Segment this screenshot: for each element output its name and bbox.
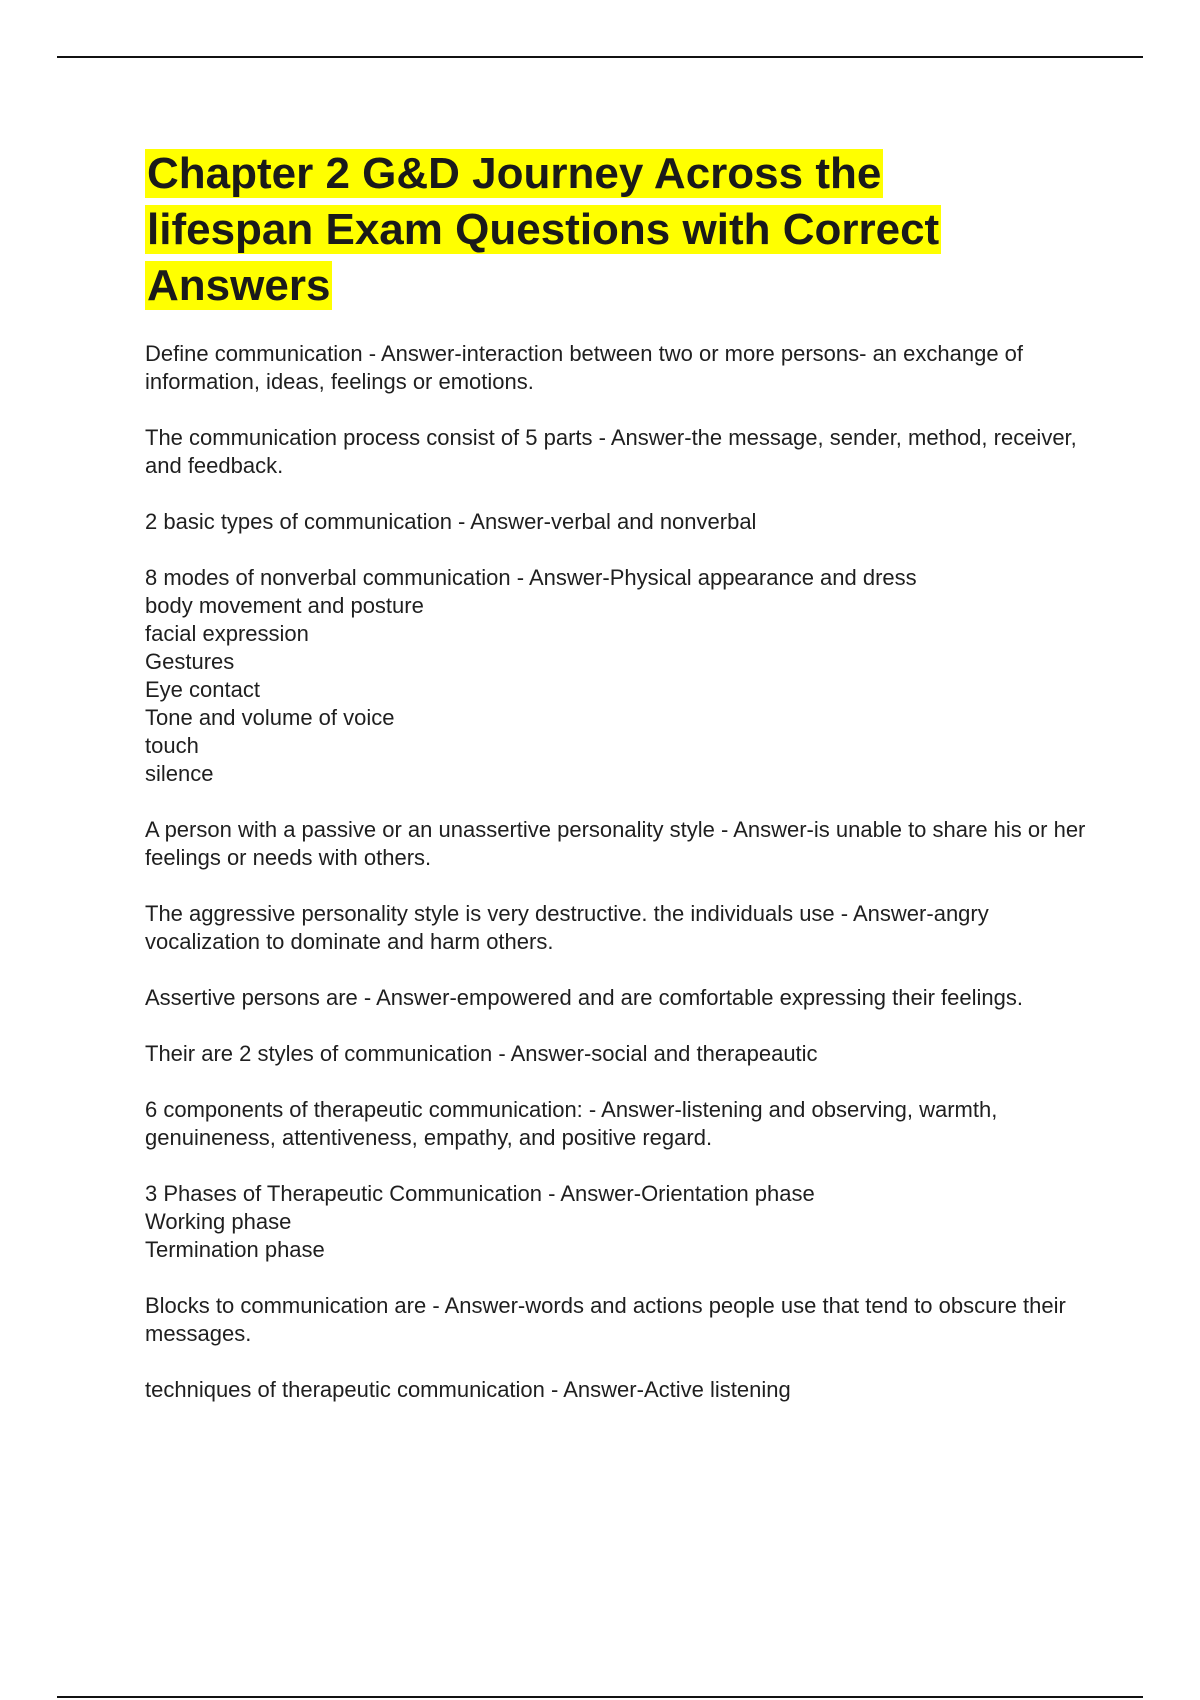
qa-separator: - Answer- <box>510 565 610 590</box>
qa-question: 6 components of therapeutic communication: <box>145 1097 583 1122</box>
qa-answer: Orientation phase <box>641 1181 815 1206</box>
qa-answer-line: Tone and volume of voice <box>145 705 395 730</box>
qa-answer: verbal and nonverbal <box>550 509 757 534</box>
document-body <box>145 146 1095 1432</box>
qa-question-line <box>145 984 1095 1012</box>
qa-question-line <box>145 564 1095 592</box>
qa-answer: words and actions people use that tend to obscure their messages. <box>145 1293 1066 1346</box>
qa-item <box>145 508 1095 536</box>
qa-answer: is unable to share his or her feelings or needs with others. <box>145 817 1086 870</box>
qa-question-line <box>145 1040 1095 1068</box>
qa-separator: - Answer- <box>492 1041 592 1066</box>
qa-item <box>145 1376 1095 1404</box>
qa-answer: social and therapeautic <box>591 1041 818 1066</box>
qa-separator: - Answer- <box>834 901 934 926</box>
qa-answer: the message, sender, method, receiver, and feedback. <box>145 425 1077 478</box>
document-title <box>145 146 1045 314</box>
qa-question: The communication process consist of 5 parts <box>145 425 593 450</box>
qa-separator: - Answer- <box>592 425 692 450</box>
qa-answer: angry vocalization to dominate and harm others. <box>145 901 989 954</box>
qa-item <box>145 1292 1095 1348</box>
qa-item <box>145 424 1095 480</box>
qa-answer-line: Gestures <box>145 649 235 674</box>
qa-item <box>145 900 1095 956</box>
qa-question: Assertive persons are <box>145 985 358 1010</box>
qa-question: Their are 2 styles of communication <box>145 1041 493 1066</box>
qa-answer: empowered and are comfortable expressing their feelings. <box>456 985 1023 1010</box>
qa-question: 2 basic types of communication <box>145 509 452 534</box>
qa-answer-line: Termination phase <box>145 1237 325 1262</box>
qa-question-line <box>145 508 1095 536</box>
qa-list <box>145 340 1095 1404</box>
title-highlight: Chapter 2 G&D Journey Across the lifespan Exam Questions with Correct Answers <box>147 149 940 310</box>
qa-question-line <box>145 1292 1095 1348</box>
qa-separator: - Answer- <box>357 985 457 1010</box>
qa-separator: - Answer- <box>362 341 462 366</box>
qa-item <box>145 1040 1095 1068</box>
bottom-divider <box>57 1696 1143 1698</box>
qa-question: techniques of therapeutic communication <box>145 1377 545 1402</box>
qa-question: Blocks to communication are <box>145 1293 427 1318</box>
qa-item <box>145 340 1095 396</box>
qa-question: Define communication <box>145 341 363 366</box>
qa-question-line <box>145 424 1095 480</box>
qa-answer-line: Working phase <box>145 1209 292 1234</box>
qa-question-line <box>145 340 1095 396</box>
qa-answer: interaction between two or more persons- an exchange of information, ideas, feelings or emotions. <box>145 341 1024 394</box>
qa-separator: - Answer- <box>714 817 814 842</box>
qa-item <box>145 984 1095 1012</box>
qa-question-line <box>145 900 1095 956</box>
qa-question-line <box>145 816 1095 872</box>
qa-item <box>145 564 1095 788</box>
qa-separator: - Answer- <box>426 1293 526 1318</box>
qa-question: 8 modes of nonverbal communication <box>145 565 511 590</box>
qa-separator: - Answer- <box>544 1377 644 1402</box>
qa-answer-line: body movement and posture <box>145 593 424 618</box>
qa-answer: Physical appearance and dress <box>609 565 917 590</box>
qa-separator: - Answer- <box>542 1181 642 1206</box>
qa-item <box>145 816 1095 872</box>
qa-answer-line: silence <box>145 761 214 786</box>
qa-question-line <box>145 1376 1095 1404</box>
qa-question: A person with a passive or an unassertive personality style <box>145 817 715 842</box>
qa-answer: Active listening <box>643 1377 791 1402</box>
qa-question-line <box>145 1096 1095 1152</box>
qa-item <box>145 1180 1095 1264</box>
qa-item <box>145 1096 1095 1152</box>
top-divider <box>57 56 1143 58</box>
qa-question: 3 Phases of Therapeutic Communication <box>145 1181 543 1206</box>
qa-answer-line: facial expression <box>145 621 309 646</box>
qa-answer-line: Eye contact <box>145 677 260 702</box>
qa-separator: - Answer- <box>451 509 551 534</box>
qa-answer: listening and observing, warmth, genuineness, attentiveness, empathy, and positive regard. <box>145 1097 998 1150</box>
qa-question: The aggressive personality style is very destructive. the individuals use <box>145 901 835 926</box>
qa-question-line <box>145 1180 1095 1208</box>
qa-separator: - Answer- <box>582 1097 682 1122</box>
qa-answer-line: touch <box>145 733 199 758</box>
